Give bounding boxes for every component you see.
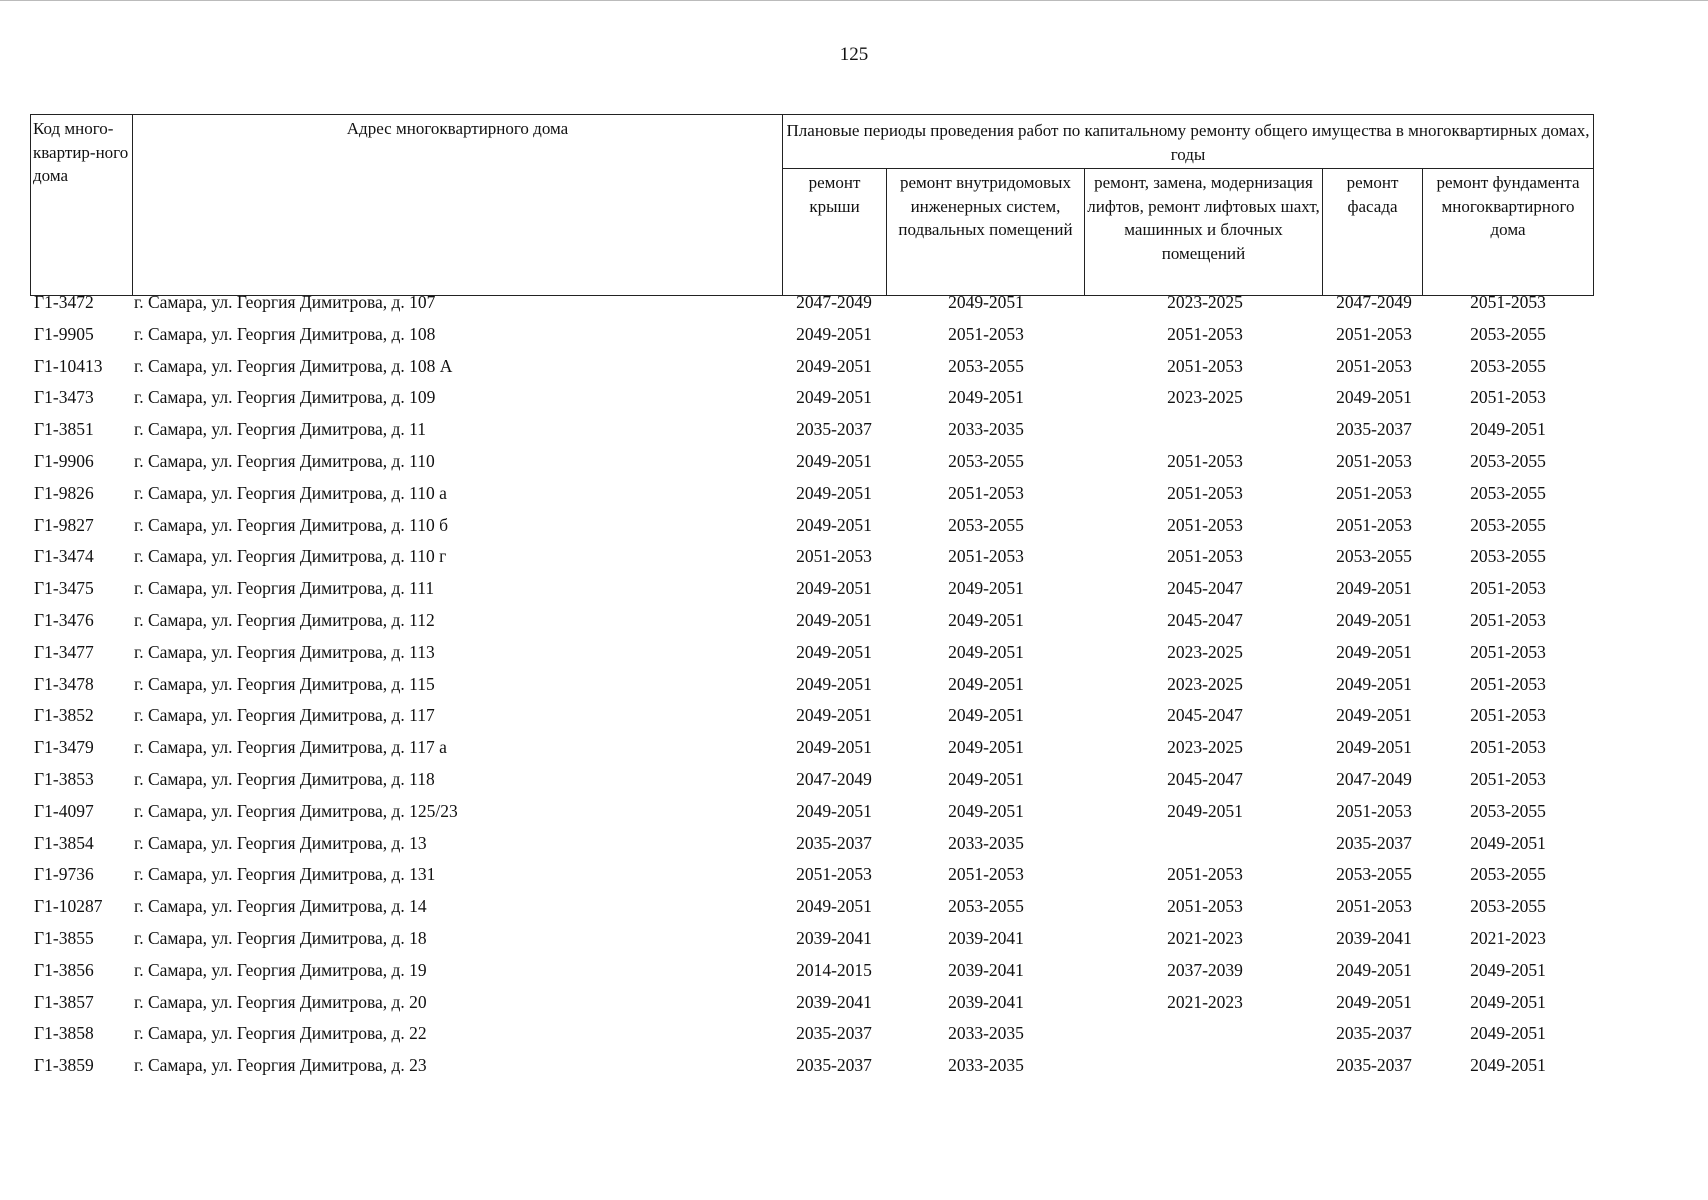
header-engineering: ремонт внутридомовых инженерных систем, подвальных помещений <box>887 169 1085 296</box>
cell-foundation: 2053-2055 <box>1470 514 1546 535</box>
cell-code: Г1-3475 <box>34 578 94 599</box>
page-number: 125 <box>839 44 869 65</box>
cell-foundation: 2051-2053 <box>1470 387 1546 408</box>
cell-address: г. Самара, ул. Георгия Димитрова, д. 117 а <box>134 737 447 758</box>
cell-engineering: 2049-2051 <box>948 641 1024 662</box>
cell-roof: 2014-2015 <box>796 959 872 980</box>
cell-address: г. Самара, ул. Георгия Димитрова, д. 108 <box>134 323 436 344</box>
table-row <box>30 894 1593 926</box>
scan-edge-line <box>0 0 1708 3</box>
cell-address: г. Самара, ул. Георгия Димитрова, д. 109 <box>134 387 436 408</box>
cell-engineering: 2049-2051 <box>948 705 1024 726</box>
cell-code: Г1-9736 <box>34 864 94 885</box>
cell-address: г. Самара, ул. Георгия Димитрова, д. 22 <box>134 1023 427 1044</box>
cell-facade: 2051-2053 <box>1336 450 1412 471</box>
header-facade: ремонт фасада <box>1323 169 1423 296</box>
cell-foundation: 2053-2055 <box>1470 450 1546 471</box>
cell-roof: 2049-2051 <box>796 609 872 630</box>
cell-engineering: 2051-2053 <box>948 546 1024 567</box>
cell-roof: 2049-2051 <box>796 355 872 376</box>
cell-facade: 2035-2037 <box>1336 832 1412 853</box>
cell-foundation: 2049-2051 <box>1470 959 1546 980</box>
cell-facade: 2049-2051 <box>1336 387 1412 408</box>
table-row <box>30 1053 1593 1085</box>
table-row <box>30 831 1593 863</box>
cell-address: г. Самара, ул. Георгия Димитрова, д. 108 А <box>134 355 453 376</box>
cell-roof: 2051-2053 <box>796 546 872 567</box>
cell-engineering: 2033-2035 <box>948 419 1024 440</box>
cell-engineering: 2051-2053 <box>948 323 1024 344</box>
cell-address: г. Самара, ул. Георгия Димитрова, д. 111 <box>134 578 435 599</box>
cell-address: г. Самара, ул. Георгия Димитрова, д. 13 <box>134 832 427 853</box>
cell-facade: 2035-2037 <box>1336 1055 1412 1076</box>
cell-foundation: 2053-2055 <box>1470 896 1546 917</box>
cell-lifts: 2051-2053 <box>1167 450 1243 471</box>
cell-lifts: 2023-2025 <box>1167 387 1243 408</box>
cell-facade: 2049-2051 <box>1336 705 1412 726</box>
cell-address: г. Самара, ул. Георгия Димитрова, д. 110 г <box>134 546 447 567</box>
table-row <box>30 608 1593 640</box>
table-row <box>30 958 1593 990</box>
cell-engineering: 2051-2053 <box>948 864 1024 885</box>
cell-code: Г1-3857 <box>34 991 94 1012</box>
cell-roof: 2047-2049 <box>796 768 872 789</box>
cell-foundation: 2051-2053 <box>1470 705 1546 726</box>
cell-foundation: 2049-2051 <box>1470 1023 1546 1044</box>
cell-address: г. Самара, ул. Георгия Димитрова, д. 110 а <box>134 482 447 503</box>
cell-foundation: 2051-2053 <box>1470 737 1546 758</box>
cell-roof: 2049-2051 <box>796 705 872 726</box>
cell-engineering: 2049-2051 <box>948 768 1024 789</box>
cell-code: Г1-3853 <box>34 768 94 789</box>
cell-code: Г1-3472 <box>34 292 94 312</box>
cell-roof: 2049-2051 <box>796 673 872 694</box>
cell-foundation: 2021-2023 <box>1470 927 1546 948</box>
table-row <box>30 703 1593 735</box>
cell-lifts: 2045-2047 <box>1167 768 1243 789</box>
cell-lifts: 2023-2025 <box>1167 292 1243 312</box>
cell-roof: 2049-2051 <box>796 387 872 408</box>
cell-lifts: 2051-2053 <box>1167 896 1243 917</box>
cell-code: Г1-9827 <box>34 514 94 535</box>
cell-code: Г1-10413 <box>34 355 103 376</box>
header-foundation: ремонт фундамента многоквартирного дома <box>1423 169 1594 296</box>
cell-facade: 2047-2049 <box>1336 292 1412 312</box>
cell-address: г. Самара, ул. Георгия Димитрова, д. 14 <box>134 896 427 917</box>
cell-engineering: 2033-2035 <box>948 1023 1024 1044</box>
cell-engineering: 2033-2035 <box>948 1055 1024 1076</box>
cell-engineering: 2033-2035 <box>948 832 1024 853</box>
cell-facade: 2051-2053 <box>1336 323 1412 344</box>
cell-engineering: 2051-2053 <box>948 482 1024 503</box>
cell-code: Г1-3859 <box>34 1055 94 1076</box>
cell-lifts: 2051-2053 <box>1167 864 1243 885</box>
cell-roof: 2051-2053 <box>796 864 872 885</box>
cell-address: г. Самара, ул. Георгия Димитрова, д. 19 <box>134 959 427 980</box>
cell-address: г. Самара, ул. Георгия Димитрова, д. 131 <box>134 864 436 885</box>
cell-address: г. Самара, ул. Георгия Димитрова, д. 112 <box>134 609 435 630</box>
table-row <box>30 513 1593 545</box>
table-row <box>30 672 1593 704</box>
table-row <box>30 1021 1593 1053</box>
cell-code: Г1-3477 <box>34 641 94 662</box>
cell-lifts: 2049-2051 <box>1167 800 1243 821</box>
cell-lifts: 2021-2023 <box>1167 927 1243 948</box>
table-row <box>30 735 1593 767</box>
header-address: Адрес многоквартирного дома <box>133 115 783 296</box>
cell-code: Г1-3854 <box>34 832 94 853</box>
cell-engineering: 2053-2055 <box>948 355 1024 376</box>
table-row <box>30 926 1593 958</box>
header-code: Код много-квартир-ного дома <box>31 115 133 296</box>
cell-foundation: 2053-2055 <box>1470 323 1546 344</box>
table-row <box>30 640 1593 672</box>
table-row <box>30 990 1593 1022</box>
cell-facade: 2053-2055 <box>1336 546 1412 567</box>
cell-roof: 2049-2051 <box>796 578 872 599</box>
header-lifts: ремонт, замена, модернизация лифтов, ремонт лифтовых шахт, машинных и блочных помещений <box>1085 169 1323 296</box>
cell-address: г. Самара, ул. Георгия Димитрова, д. 18 <box>134 927 427 948</box>
cell-facade: 2035-2037 <box>1336 419 1412 440</box>
cell-foundation: 2051-2053 <box>1470 768 1546 789</box>
cell-address: г. Самара, ул. Георгия Димитрова, д. 110 <box>134 450 435 471</box>
cell-roof: 2035-2037 <box>796 419 872 440</box>
table-row <box>30 862 1593 894</box>
table-row <box>30 385 1593 417</box>
cell-facade: 2039-2041 <box>1336 927 1412 948</box>
header-planned-periods: Плановые периоды проведения работ по капитальному ремонту общего имущества в многоквартирных домах, годы <box>783 115 1594 169</box>
cell-engineering: 2049-2051 <box>948 673 1024 694</box>
cell-engineering: 2053-2055 <box>948 450 1024 471</box>
cell-address: г. Самара, ул. Георгия Димитрова, д. 20 <box>134 991 427 1012</box>
cell-foundation: 2049-2051 <box>1470 991 1546 1012</box>
cell-engineering: 2039-2041 <box>948 927 1024 948</box>
cell-foundation: 2049-2051 <box>1470 1055 1546 1076</box>
cell-address: г. Самара, ул. Георгия Димитрова, д. 125/23 <box>134 800 458 821</box>
cell-roof: 2035-2037 <box>796 1055 872 1076</box>
cell-lifts: 2051-2053 <box>1167 482 1243 503</box>
table-row <box>30 576 1593 608</box>
cell-foundation: 2053-2055 <box>1470 800 1546 821</box>
cell-facade: 2049-2051 <box>1336 737 1412 758</box>
cell-foundation: 2051-2053 <box>1470 292 1546 312</box>
cell-lifts: 2023-2025 <box>1167 673 1243 694</box>
cell-foundation: 2051-2053 <box>1470 609 1546 630</box>
cell-facade: 2049-2051 <box>1336 959 1412 980</box>
table-header <box>30 114 1594 296</box>
cell-address: г. Самара, ул. Георгия Димитрова, д. 115 <box>134 673 435 694</box>
cell-facade: 2051-2053 <box>1336 514 1412 535</box>
table-row <box>30 544 1593 576</box>
cell-roof: 2035-2037 <box>796 832 872 853</box>
cell-address: г. Самара, ул. Георгия Димитрова, д. 23 <box>134 1055 427 1076</box>
cell-code: Г1-3851 <box>34 419 94 440</box>
table-row <box>30 767 1593 799</box>
cell-foundation: 2049-2051 <box>1470 832 1546 853</box>
cell-facade: 2049-2051 <box>1336 991 1412 1012</box>
cell-facade: 2047-2049 <box>1336 768 1412 789</box>
cell-code: Г1-3852 <box>34 705 94 726</box>
cell-engineering: 2049-2051 <box>948 292 1024 312</box>
cell-foundation: 2053-2055 <box>1470 482 1546 503</box>
cell-facade: 2049-2051 <box>1336 673 1412 694</box>
table-row <box>30 354 1593 386</box>
cell-roof: 2039-2041 <box>796 991 872 1012</box>
cell-engineering: 2053-2055 <box>948 514 1024 535</box>
cell-lifts: 2051-2053 <box>1167 546 1243 567</box>
cell-lifts: 2037-2039 <box>1167 959 1243 980</box>
cell-roof: 2047-2049 <box>796 292 872 312</box>
cell-facade: 2049-2051 <box>1336 609 1412 630</box>
cell-facade: 2051-2053 <box>1336 355 1412 376</box>
cell-address: г. Самара, ул. Георгия Димитрова, д. 118 <box>134 768 435 789</box>
cell-engineering: 2049-2051 <box>948 578 1024 599</box>
cell-engineering: 2049-2051 <box>948 387 1024 408</box>
cell-facade: 2051-2053 <box>1336 896 1412 917</box>
cell-code: Г1-10287 <box>34 896 103 917</box>
cell-code: Г1-9826 <box>34 482 94 503</box>
cell-facade: 2049-2051 <box>1336 641 1412 662</box>
table-row <box>30 449 1593 481</box>
cell-foundation: 2049-2051 <box>1470 419 1546 440</box>
cell-lifts: 2051-2053 <box>1167 323 1243 344</box>
cell-foundation: 2051-2053 <box>1470 578 1546 599</box>
cell-engineering: 2053-2055 <box>948 896 1024 917</box>
table-body <box>30 290 1593 1085</box>
cell-address: г. Самара, ул. Георгия Димитрова, д. 113 <box>134 641 435 662</box>
cell-foundation: 2053-2055 <box>1470 546 1546 567</box>
cell-address: г. Самара, ул. Георгия Димитрова, д. 107 <box>134 292 436 312</box>
table-row <box>30 417 1593 449</box>
cell-facade: 2049-2051 <box>1336 578 1412 599</box>
cell-roof: 2049-2051 <box>796 896 872 917</box>
cell-lifts: 2045-2047 <box>1167 578 1243 599</box>
cell-code: Г1-3856 <box>34 959 94 980</box>
cell-lifts: 2051-2053 <box>1167 355 1243 376</box>
cell-foundation: 2051-2053 <box>1470 673 1546 694</box>
cell-address: г. Самара, ул. Георгия Димитрова, д. 110 б <box>134 514 449 535</box>
cell-engineering: 2049-2051 <box>948 737 1024 758</box>
cell-lifts: 2045-2047 <box>1167 609 1243 630</box>
cell-foundation: 2051-2053 <box>1470 641 1546 662</box>
cell-code: Г1-3474 <box>34 546 94 567</box>
cell-roof: 2049-2051 <box>796 737 872 758</box>
cell-roof: 2049-2051 <box>796 450 872 471</box>
cell-code: Г1-3478 <box>34 673 94 694</box>
cell-roof: 2049-2051 <box>796 800 872 821</box>
cell-lifts: 2045-2047 <box>1167 705 1243 726</box>
cell-foundation: 2053-2055 <box>1470 864 1546 885</box>
cell-lifts: 2023-2025 <box>1167 641 1243 662</box>
cell-code: Г1-9906 <box>34 450 94 471</box>
cell-facade: 2051-2053 <box>1336 800 1412 821</box>
cell-roof: 2049-2051 <box>796 323 872 344</box>
cell-code: Г1-9905 <box>34 323 94 344</box>
cell-foundation: 2053-2055 <box>1470 355 1546 376</box>
cell-code: Г1-3858 <box>34 1023 94 1044</box>
table-row <box>30 481 1593 513</box>
cell-facade: 2051-2053 <box>1336 482 1412 503</box>
cell-lifts: 2021-2023 <box>1167 991 1243 1012</box>
cell-roof: 2035-2037 <box>796 1023 872 1044</box>
cell-code: Г1-3855 <box>34 927 94 948</box>
cell-code: Г1-3476 <box>34 609 94 630</box>
cell-lifts: 2051-2053 <box>1167 514 1243 535</box>
table-row <box>30 290 1593 322</box>
cell-facade: 2035-2037 <box>1336 1023 1412 1044</box>
table-row <box>30 322 1593 354</box>
cell-facade: 2053-2055 <box>1336 864 1412 885</box>
cell-lifts: 2023-2025 <box>1167 737 1243 758</box>
cell-address: г. Самара, ул. Георгия Димитрова, д. 11 <box>134 419 427 440</box>
cell-code: Г1-4097 <box>34 800 94 821</box>
cell-engineering: 2039-2041 <box>948 959 1024 980</box>
cell-code: Г1-3473 <box>34 387 94 408</box>
cell-engineering: 2049-2051 <box>948 609 1024 630</box>
cell-code: Г1-3479 <box>34 737 94 758</box>
cell-roof: 2039-2041 <box>796 927 872 948</box>
cell-engineering: 2039-2041 <box>948 991 1024 1012</box>
cell-roof: 2049-2051 <box>796 514 872 535</box>
cell-roof: 2049-2051 <box>796 641 872 662</box>
cell-engineering: 2049-2051 <box>948 800 1024 821</box>
table-row <box>30 799 1593 831</box>
cell-roof: 2049-2051 <box>796 482 872 503</box>
header-roof: ремонт крыши <box>783 169 887 296</box>
cell-address: г. Самара, ул. Георгия Димитрова, д. 117 <box>134 705 435 726</box>
